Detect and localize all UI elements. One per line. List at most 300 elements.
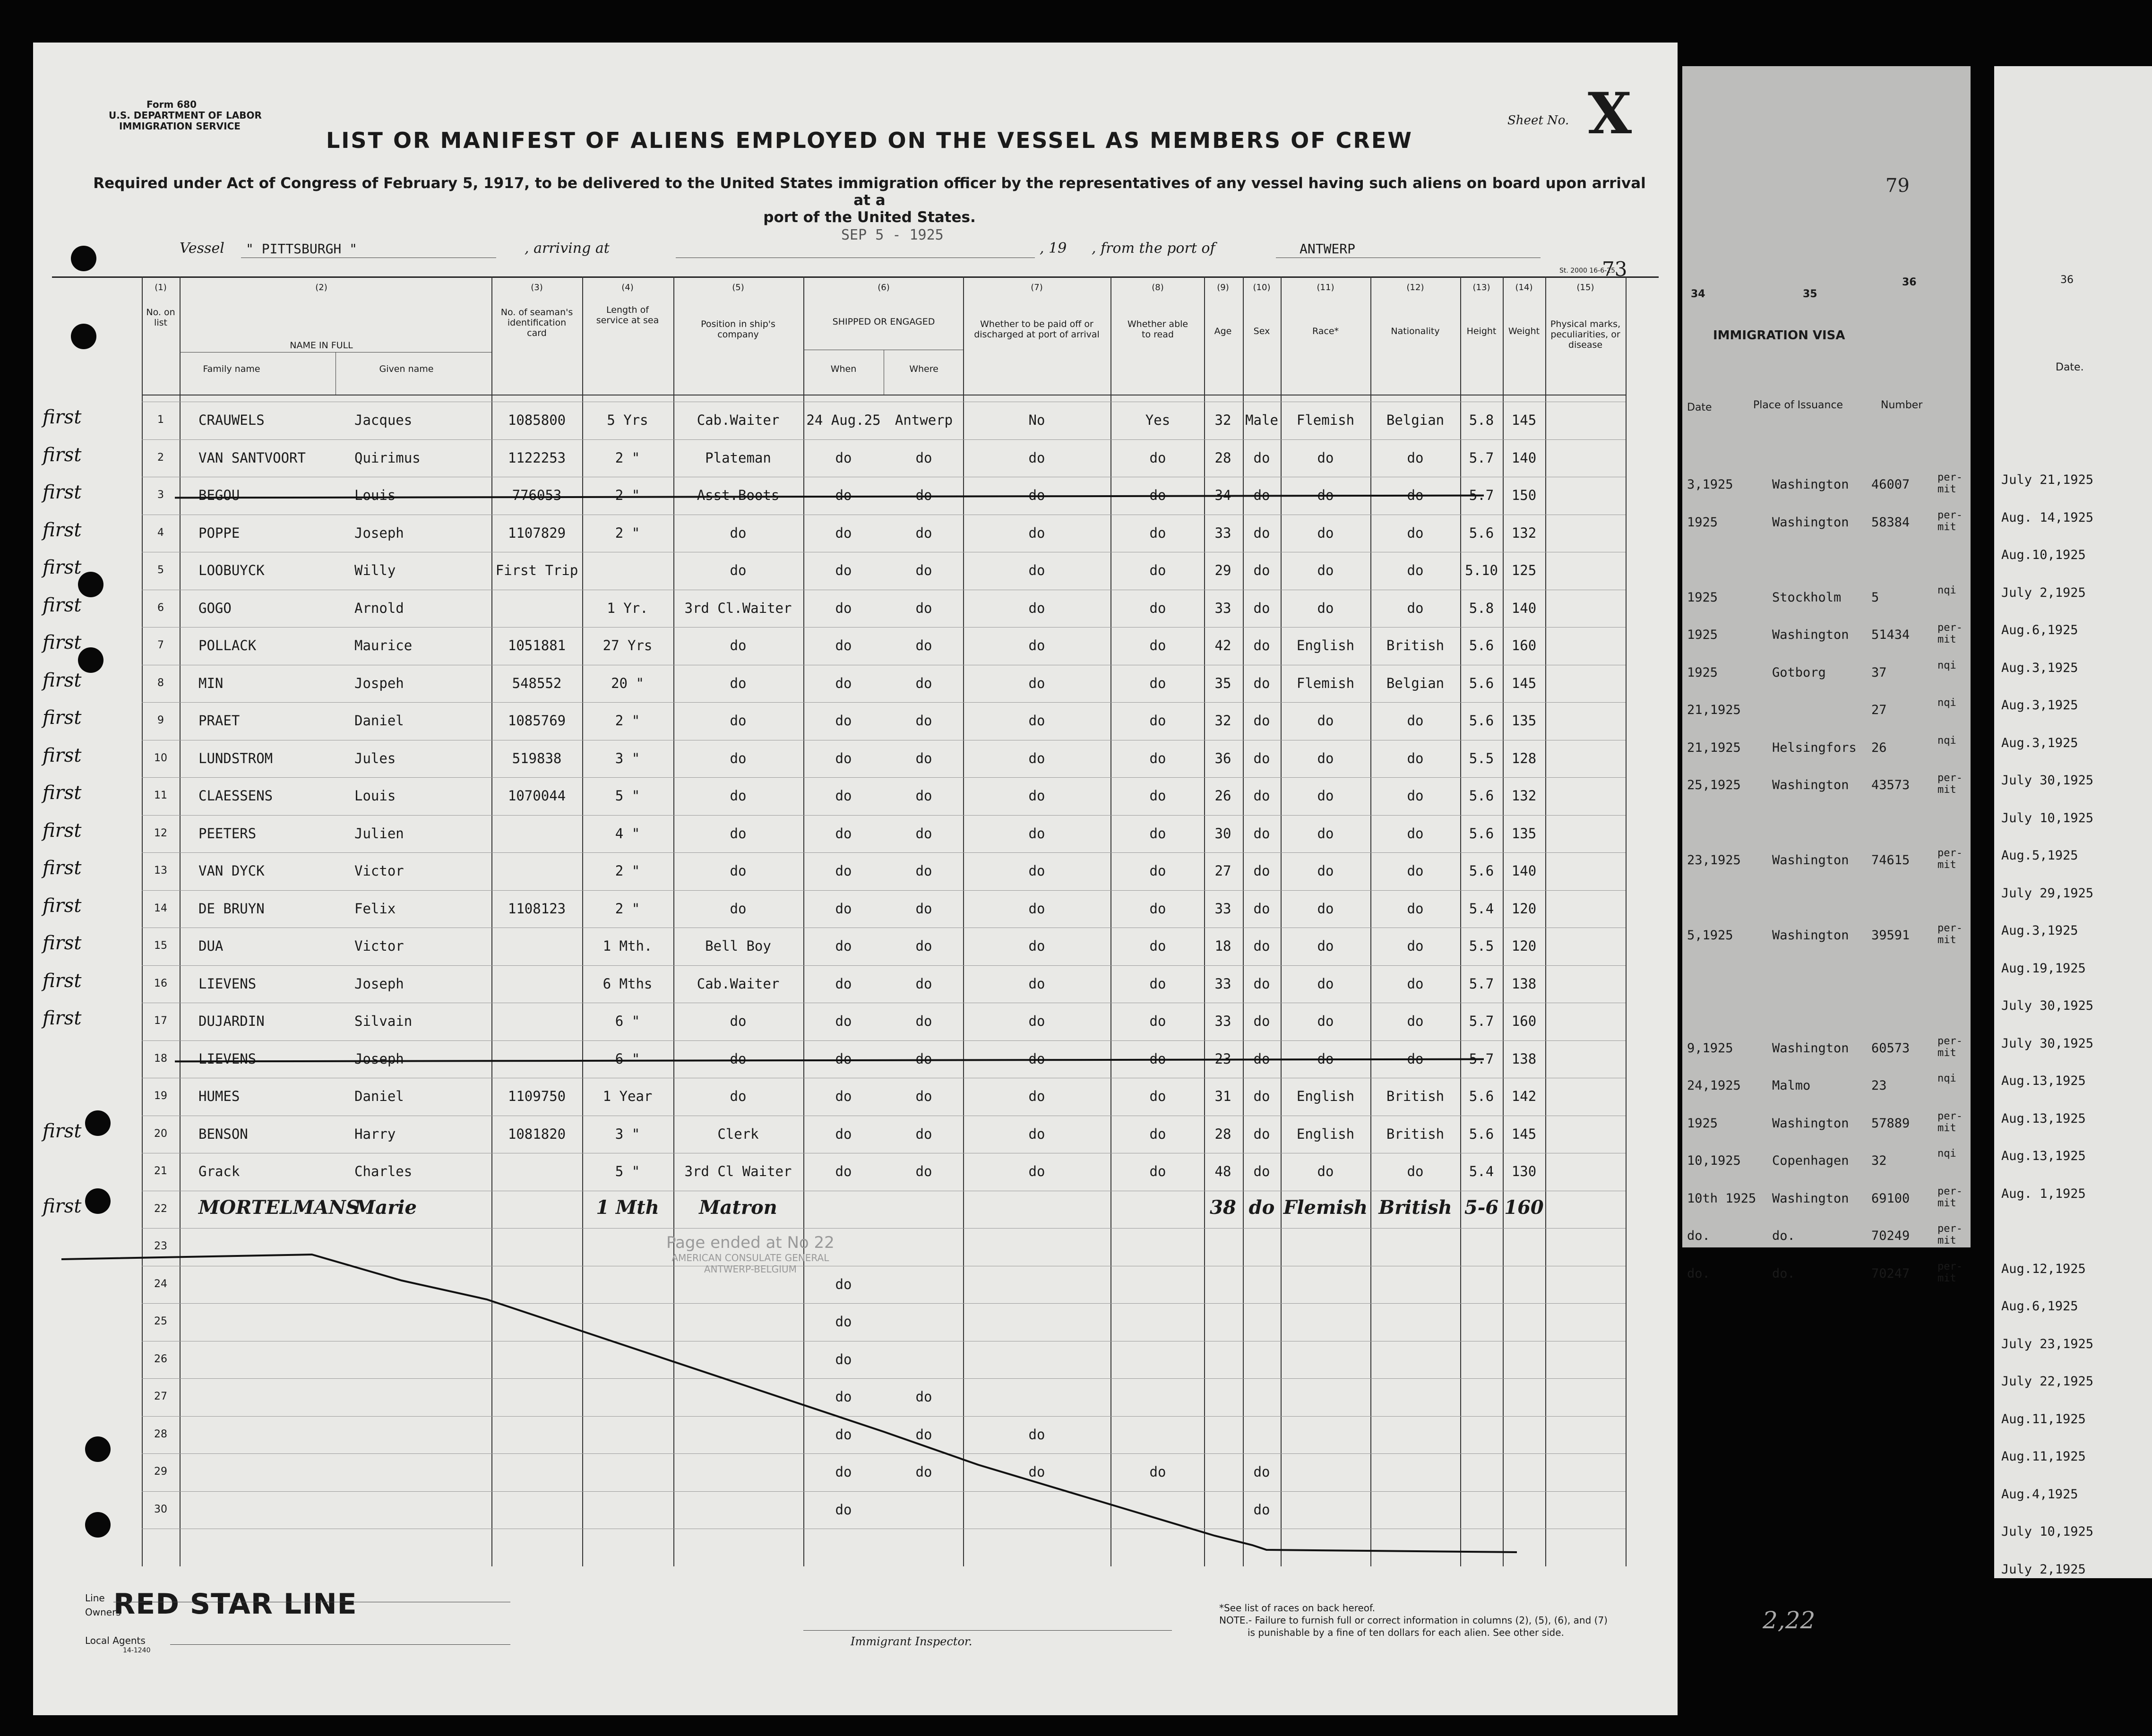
row-length-of-service: 2 ": [615, 900, 640, 917]
row-paid-off: do: [1028, 600, 1045, 616]
row-sex: do: [1253, 600, 1270, 616]
row-seaman-card-number: 1108123: [508, 900, 566, 917]
visa-expiry-date: Aug.3,1925: [2001, 698, 2078, 713]
row-paid-off: do: [1028, 750, 1045, 766]
row-race: do: [1317, 900, 1334, 917]
line-number: 6: [157, 602, 164, 614]
row-nationality: do: [1407, 750, 1424, 766]
header-sex: Sex: [1253, 326, 1270, 336]
visa-number: 69100: [1871, 1191, 1910, 1206]
arrival-date: SEP 5 - 1925: [841, 227, 944, 243]
visa-expiry-date: Aug.11,1925: [2001, 1411, 2086, 1427]
row-sex: do: [1253, 637, 1270, 653]
header-family-name: Family name: [203, 364, 260, 374]
row-seaman-card-number: 1070044: [508, 788, 566, 804]
visa-date: 1925: [1687, 515, 1718, 530]
row-age: 27: [1214, 863, 1231, 879]
row-sex: do: [1253, 713, 1270, 729]
visa-date: 9,1925: [1687, 1040, 1733, 1056]
row-race: do: [1317, 1050, 1334, 1067]
row-weight: 135: [1511, 825, 1537, 842]
line-name-stamp: RED STAR LINE: [113, 1588, 357, 1621]
row-given-name: Joseph: [354, 975, 404, 992]
row-family-name: POLLACK: [198, 637, 257, 653]
row-able-to-read: do: [1149, 562, 1166, 578]
row-family-name: MORTELMANS: [198, 1196, 360, 1219]
binder-hole: [85, 1188, 111, 1214]
row-shipped-where: do: [915, 825, 932, 842]
row-age: 33: [1214, 975, 1231, 992]
row-sex: do: [1253, 1088, 1270, 1104]
visa-place: Gotborg: [1772, 665, 1826, 680]
row-nationality: do: [1407, 1013, 1424, 1029]
visa-column-number: 36: [1902, 276, 1917, 288]
row-weight: 140: [1511, 863, 1537, 879]
header-name-in-full: NAME IN FULL: [290, 340, 353, 351]
row-shipped-when: do: [835, 675, 852, 691]
row-race: do: [1317, 713, 1334, 729]
visa-date: do.: [1687, 1266, 1710, 1281]
row-able-to-read: do: [1149, 1050, 1166, 1067]
line-number: 10: [154, 752, 167, 764]
empty-row-ditto: do: [835, 1276, 852, 1292]
row-family-name: MIN: [198, 675, 224, 691]
visa-number-label: Number: [1881, 399, 1923, 411]
column-number: (14): [1515, 283, 1533, 292]
row-given-name: Maurice: [354, 637, 413, 653]
visa-number: 70247: [1871, 1266, 1910, 1281]
visa-type: per-mit: [1937, 847, 1963, 871]
row-ship-position: do: [730, 825, 747, 842]
row-ship-position: do: [730, 788, 747, 804]
row-length-of-service: 4 ": [615, 825, 640, 842]
row-ship-position: Clerk: [717, 1126, 759, 1142]
form-subtitle: [90, 175, 1649, 226]
row-sex: do: [1253, 1013, 1270, 1029]
row-sex: do: [1253, 788, 1270, 804]
visa-number: 57889: [1871, 1116, 1910, 1131]
row-race: do: [1317, 825, 1334, 842]
row-length-of-service: 2 ": [615, 487, 640, 503]
line-number: 19: [154, 1090, 167, 1102]
stamp-line-2: AMERICAN CONSULATE GENERAL: [671, 1252, 829, 1263]
row-length-of-service: 6 ": [615, 1050, 640, 1067]
row-age: 23: [1214, 1050, 1231, 1067]
visa-expiry-date: Aug. 1,1925: [2001, 1186, 2086, 1201]
row-ship-position: do: [730, 863, 747, 879]
row-family-name: LIEVENS: [198, 1050, 257, 1067]
row-divider: [142, 1491, 1626, 1492]
header-nationality: Nationality: [1391, 326, 1440, 336]
visa-place: Washington: [1772, 928, 1849, 943]
column-number: (5): [732, 283, 744, 292]
visa-place: Stockholm: [1772, 590, 1842, 605]
line-number: 20: [154, 1127, 167, 1140]
row-age: 29: [1214, 562, 1231, 578]
visa-type: nqi: [1937, 659, 1956, 671]
row-able-to-read: do: [1149, 524, 1166, 541]
visa-type: per-mit: [1937, 1185, 1963, 1209]
row-age: 26: [1214, 788, 1231, 804]
visa-place: Malmo: [1772, 1078, 1811, 1093]
row-ship-position: do: [730, 713, 747, 729]
row-length-of-service: 2 ": [615, 524, 640, 541]
row-able-to-read: do: [1149, 1163, 1166, 1179]
visa-place: Washington: [1772, 778, 1849, 792]
margin-first-mark: first: [43, 819, 82, 842]
row-shipped-when: do: [835, 1013, 852, 1029]
row-given-name: Willy: [354, 562, 396, 578]
visa-date: 24,1925: [1687, 1078, 1741, 1093]
row-age: 28: [1214, 449, 1231, 466]
visa-expiry-date: July 30,1925: [2001, 1036, 2094, 1051]
column-divider: [803, 276, 804, 1566]
visa-title: IMMIGRATION VISA: [1713, 328, 1845, 343]
row-ship-position: do: [730, 1088, 747, 1104]
row-sex: do: [1253, 675, 1270, 691]
row-height: 5.4: [1469, 1163, 1494, 1179]
row-family-name: BEGOU: [198, 487, 240, 503]
date-column-label: Date.: [2056, 361, 2084, 373]
binder-hole: [85, 1110, 111, 1136]
visa-type: per-mit: [1937, 1035, 1963, 1059]
row-divider: [142, 890, 1626, 891]
row-paid-off: do: [1028, 825, 1045, 842]
empty-row-ditto: do: [835, 1314, 852, 1330]
row-given-name: Quirimus: [354, 449, 421, 466]
row-divider: [142, 1378, 1626, 1379]
row-weight: 132: [1511, 524, 1537, 541]
column-number: (2): [315, 283, 327, 292]
visa-number: 32: [1871, 1153, 1887, 1168]
date-continuation-sheet: [1994, 66, 2152, 1578]
line-number: 16: [154, 977, 167, 989]
row-sex: do: [1253, 750, 1270, 766]
row-weight: 125: [1511, 562, 1537, 578]
row-sex: do: [1253, 562, 1270, 578]
margin-first-mark: first: [43, 707, 82, 729]
row-nationality: British: [1386, 637, 1445, 653]
visa-place: Washington: [1772, 627, 1849, 642]
row-paid-off: do: [1028, 938, 1045, 954]
row-shipped-where: do: [915, 1126, 932, 1142]
header-given-name: Given name: [379, 364, 434, 374]
margin-first-mark: first: [43, 444, 82, 466]
row-nationality: do: [1407, 938, 1424, 954]
row-able-to-read: do: [1149, 713, 1166, 729]
row-divider: [142, 815, 1626, 816]
row-shipped-where: do: [915, 1088, 932, 1104]
empty-row-ditto: do: [835, 1501, 852, 1518]
column-number: (7): [1031, 283, 1043, 292]
row-shipped-where: do: [915, 900, 932, 917]
visa-expiry-date: Aug.13,1925: [2001, 1074, 2086, 1088]
row-ship-position: Matron: [699, 1196, 777, 1219]
row-shipped-when: do: [835, 863, 852, 879]
row-race: do: [1317, 562, 1334, 578]
row-ship-position: do: [730, 1013, 747, 1029]
visa-expiry-date: July 29,1925: [2001, 885, 2094, 901]
visa-expiry-date: Aug.3,1925: [2001, 735, 2078, 750]
row-height: 5.6: [1469, 863, 1494, 879]
row-paid-off: do: [1028, 524, 1045, 541]
visa-number: 37: [1871, 665, 1887, 680]
header-weight: Weight: [1508, 326, 1540, 336]
line-number: 29: [154, 1466, 167, 1478]
margin-first-mark: first: [43, 1195, 82, 1217]
row-ship-position: do: [730, 524, 747, 541]
row-able-to-read: do: [1149, 487, 1166, 503]
row-family-name: LUNDSTROM: [198, 750, 273, 766]
margin-first-mark: first: [43, 594, 82, 616]
row-able-to-read: do: [1149, 449, 1166, 466]
row-sex: do: [1253, 863, 1270, 879]
row-divider: [142, 777, 1626, 778]
row-family-name: VAN SANTVOORT: [198, 449, 306, 466]
row-length-of-service: 20 ": [611, 675, 644, 691]
line-number: 24: [154, 1278, 167, 1290]
row-race: English: [1296, 1126, 1355, 1142]
visa-date: 1925: [1687, 590, 1718, 605]
row-ship-position: do: [730, 1050, 747, 1067]
column-number: (13): [1472, 283, 1490, 292]
visa-expiry-date: July 2,1925: [2001, 1562, 2086, 1577]
row-weight: 150: [1511, 487, 1537, 503]
row-paid-off: do: [1028, 713, 1045, 729]
row-height: 5.6: [1469, 788, 1494, 804]
visa-place: do.: [1772, 1229, 1795, 1243]
row-nationality: do: [1407, 1163, 1424, 1179]
row-sex: do: [1253, 449, 1270, 466]
visa-date: 21,1925: [1687, 740, 1741, 755]
row-ship-position: Bell Boy: [705, 938, 771, 954]
row-length-of-service: 1 Mth: [596, 1196, 659, 1219]
row-able-to-read: do: [1149, 975, 1166, 992]
sheet-label: Sheet No.: [1507, 113, 1569, 128]
row-shipped-when: do: [835, 637, 852, 653]
row-nationality: do: [1407, 1050, 1424, 1067]
row-race: do: [1317, 938, 1334, 954]
visa-place: Copenhagen: [1772, 1153, 1849, 1168]
row-shipped-where: do: [915, 750, 932, 766]
line-number: 17: [154, 1015, 167, 1027]
row-length-of-service: 1 Yr.: [607, 600, 648, 616]
row-given-name: Louis: [354, 788, 396, 804]
empty-row-ditto: do: [1149, 1464, 1166, 1480]
row-nationality: British: [1386, 1126, 1445, 1142]
agents-code: 14-1240: [123, 1647, 151, 1654]
row-shipped-when: do: [835, 562, 852, 578]
vessel-name: " PITTSBURGH ": [246, 241, 358, 257]
row-paid-off: do: [1028, 1050, 1045, 1067]
row-weight: 145: [1511, 1126, 1537, 1142]
form-header: [109, 99, 262, 132]
row-age: 48: [1214, 1163, 1231, 1179]
column-divider: [491, 276, 492, 1566]
row-height: 5.5: [1469, 938, 1494, 954]
visa-expiry-date: July 23,1925: [2001, 1336, 2094, 1351]
table-top-border: [52, 276, 1659, 278]
row-age: 28: [1214, 1126, 1231, 1142]
visa-continuation-sheet: [1682, 66, 1971, 1284]
margin-first-mark: first: [43, 406, 82, 428]
row-age: 18: [1214, 938, 1231, 954]
row-weight: 138: [1511, 975, 1537, 992]
column-number: (15): [1576, 283, 1594, 292]
row-shipped-when: do: [835, 1163, 852, 1179]
sheet-mark: X: [1588, 80, 1632, 147]
visa-number: 60573: [1871, 1040, 1910, 1056]
row-weight: 160: [1511, 637, 1537, 653]
row-ship-position: 3rd Cl.Waiter: [684, 600, 792, 616]
row-height: 5.6: [1469, 675, 1494, 691]
row-nationality: British: [1386, 1088, 1445, 1104]
row-age: 30: [1214, 825, 1231, 842]
visa-type: per-mit: [1937, 1223, 1963, 1246]
row-height: 5.8: [1469, 600, 1494, 616]
row-seaman-card-number: 1109750: [508, 1088, 566, 1104]
visa-type: per-mit: [1937, 1260, 1963, 1284]
row-ship-position: 3rd Cl Waiter: [684, 1163, 792, 1179]
line-number: 1: [157, 414, 164, 426]
column-number: (10): [1253, 283, 1271, 292]
from-port: ANTWERP: [1300, 241, 1356, 257]
row-nationality: do: [1407, 524, 1424, 541]
row-paid-off: do: [1028, 1126, 1045, 1142]
line-number: 21: [154, 1165, 167, 1177]
row-height: 5.6: [1469, 1126, 1494, 1142]
row-shipped-when: do: [835, 600, 852, 616]
footer-notes: [1219, 1602, 1608, 1639]
empty-row-ditto: do: [1028, 1426, 1045, 1443]
row-family-name: DUA: [198, 938, 224, 954]
row-age: 35: [1214, 675, 1231, 691]
empty-row-ditto: do: [835, 1426, 852, 1443]
line-number: 8: [157, 677, 164, 689]
row-age: 33: [1214, 1013, 1231, 1029]
row-race: do: [1317, 750, 1334, 766]
row-race: English: [1296, 637, 1355, 653]
visa-expiry-date: July 21,1925: [2001, 473, 2094, 487]
empty-row-ditto: do: [1253, 1501, 1270, 1518]
print-code: St. 2000 16-6-25.: [1559, 267, 1618, 275]
row-height: 5.7: [1469, 975, 1494, 992]
visa-expiry-date: Aug.3,1925: [2001, 660, 2078, 675]
row-divider: [142, 1228, 1626, 1229]
form-number: Form 680: [146, 99, 197, 110]
row-race: do: [1317, 1013, 1334, 1029]
row-seaman-card-number: 776053: [512, 487, 562, 503]
margin-first-mark: first: [43, 1120, 82, 1142]
empty-row-ditto: do: [835, 1351, 852, 1367]
row-family-name: Grack: [198, 1163, 240, 1179]
row-sex: do: [1253, 900, 1270, 917]
visa-expiry-date: Aug.10,1925: [2001, 548, 2086, 562]
row-able-to-read: do: [1149, 938, 1166, 954]
row-age: 32: [1214, 412, 1231, 428]
department-name: U.S. DEPARTMENT OF LABOR: [109, 110, 262, 121]
line-number: 4: [157, 526, 164, 539]
row-family-name: GOGO: [198, 600, 232, 616]
row-shipped-where: do: [915, 600, 932, 616]
visa-number: 5: [1871, 590, 1879, 605]
row-race: do: [1317, 449, 1334, 466]
row-given-name: Jacques: [354, 412, 413, 428]
row-able-to-read: do: [1149, 863, 1166, 879]
row-nationality: do: [1407, 788, 1424, 804]
row-divider: [142, 852, 1626, 853]
row-given-name: Daniel: [354, 1088, 404, 1104]
row-given-name: Felix: [354, 900, 396, 917]
row-height: 5.8: [1469, 412, 1494, 428]
line-number: 13: [154, 865, 167, 877]
row-length-of-service: 5 ": [615, 788, 640, 804]
line-number: 9: [157, 714, 164, 726]
margin-first-mark: first: [43, 481, 82, 503]
visa-date: 3,1925: [1687, 477, 1733, 492]
row-shipped-when: do: [835, 1050, 852, 1067]
column-divider: [582, 276, 583, 1566]
row-family-name: BENSON: [198, 1126, 248, 1142]
row-weight: 145: [1511, 675, 1537, 691]
column-number: (8): [1152, 283, 1164, 292]
column-divider: [1110, 276, 1111, 1566]
row-able-to-read: do: [1149, 750, 1166, 766]
visa-date: 25,1925: [1687, 778, 1741, 792]
row-weight: 132: [1511, 788, 1537, 804]
line-number: 11: [154, 790, 167, 801]
subtitle-line-1: Required under Act of Congress of February 5, 1917, to be delivered to the United States immigration officer by the representatives of any vessel having such aliens on board upon arrival at a: [93, 175, 1646, 209]
row-sex: do: [1253, 975, 1270, 992]
column-divider: [1460, 276, 1461, 1566]
row-shipped-when: do: [835, 487, 852, 503]
row-divider: [142, 1040, 1626, 1041]
row-sex: do: [1253, 1126, 1270, 1142]
row-seaman-card-number: 1051881: [508, 637, 566, 653]
empty-row-ditto: do: [915, 1464, 932, 1480]
inspector-signature-line: [803, 1630, 1172, 1631]
row-ship-position: Cab.Waiter: [697, 412, 780, 428]
row-race: Flemish: [1296, 412, 1355, 428]
row-height: 5-6: [1464, 1196, 1499, 1219]
row-ship-position: do: [730, 562, 747, 578]
stamp-number: 73: [1602, 258, 1627, 281]
row-race: English: [1296, 1088, 1355, 1104]
column-divider: [1204, 276, 1205, 1566]
visa-column-number: 34: [1691, 288, 1705, 300]
visa-expiry-date: July 30,1925: [2001, 998, 2094, 1013]
row-race: Flemish: [1283, 1196, 1368, 1219]
row-weight: 140: [1511, 600, 1537, 616]
row-nationality: do: [1407, 713, 1424, 729]
row-shipped-where: do: [915, 562, 932, 578]
row-height: 5.7: [1469, 487, 1494, 503]
row-able-to-read: do: [1149, 637, 1166, 653]
visa-date: 5,1925: [1687, 928, 1733, 943]
visa-expiry-date: July 10,1925: [2001, 1524, 2094, 1539]
empty-row-ditto: do: [915, 1426, 932, 1443]
row-length-of-service: 2 ": [615, 449, 640, 466]
header-paid-off: Whether to be paid off or discharged at port of arrival: [974, 319, 1100, 340]
row-shipped-where: do: [915, 449, 932, 466]
row-shipped-where: do: [915, 975, 932, 992]
row-shipped-when: do: [835, 524, 852, 541]
visa-place: Washington: [1772, 1116, 1849, 1131]
stamp-line-1: Page ended at No 22: [666, 1233, 835, 1252]
row-family-name: VAN DYCK: [198, 863, 265, 879]
row-divider: [142, 439, 1626, 440]
row-seaman-card-number: 519838: [512, 750, 562, 766]
